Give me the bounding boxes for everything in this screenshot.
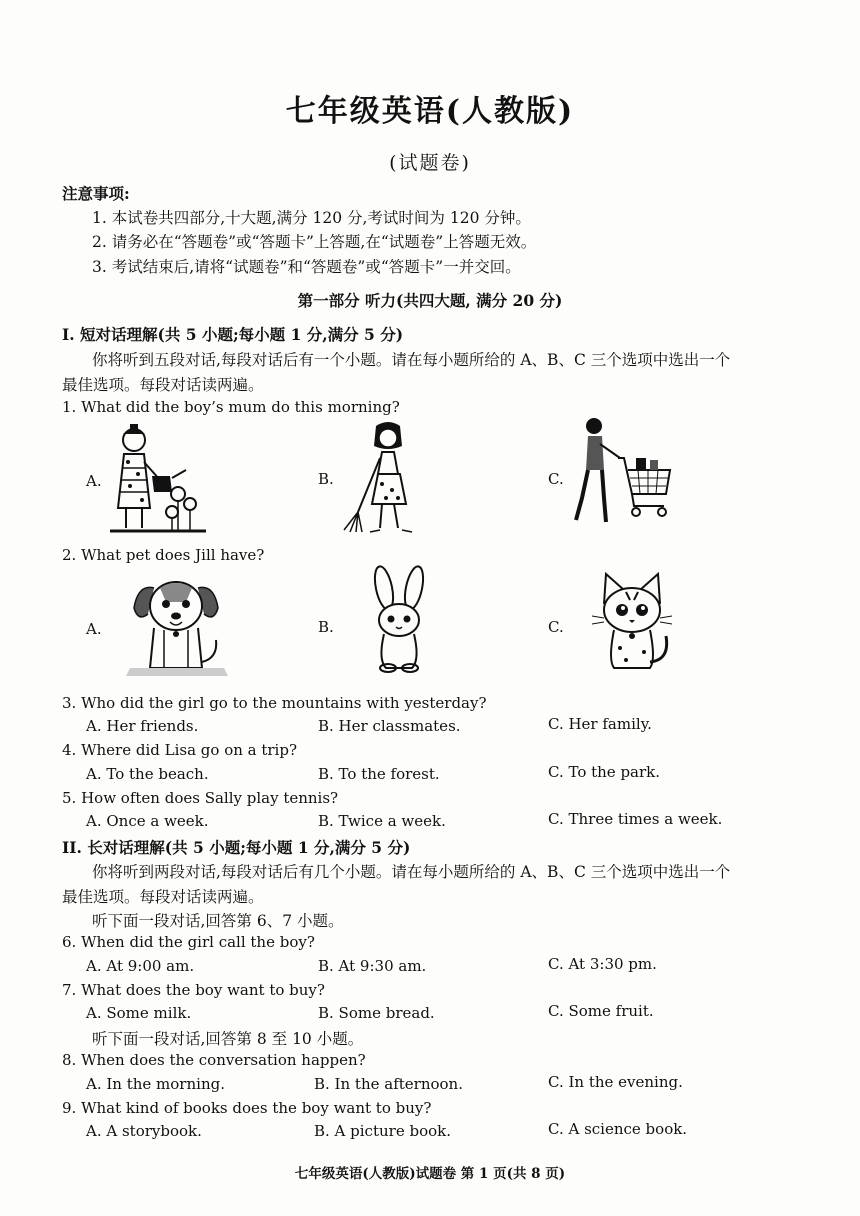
rabbit-icon: [360, 564, 438, 676]
kitten-icon: [590, 568, 674, 674]
question-2-option-b: B.: [318, 618, 334, 636]
section2-note-2: 听下面一段对话,回答第 8 至 10 小题。: [92, 1030, 364, 1048]
woman-sweeping-icon: [340, 418, 430, 538]
question-1-option-b: B.: [318, 470, 334, 488]
section1-instruction-line1: 你将听到五段对话,每段对话后有一个小题。请在每小题所给的 A、B、C 三个选项中选出一个: [92, 351, 731, 369]
section2-note-1: 听下面一段对话,回答第 6、7 小题。: [92, 912, 344, 930]
page-subtitle: (试题卷): [389, 152, 471, 174]
notice-item-3: 3. 考试结束后,请将“试题卷”和“答题卷”或“答题卡”一并交回。: [92, 258, 521, 276]
page-footer: 七年级英语(人教版)试题卷 第 1 页(共 8 页): [294, 1166, 566, 1182]
question-6-option-c: C. At 3:30 pm.: [548, 955, 657, 973]
question-5-stem: 5. How often does Sally play tennis?: [62, 789, 339, 807]
question-4-option-c: C. To the park.: [548, 763, 661, 781]
question-2-option-a: A.: [86, 620, 102, 638]
question-6-option-b: B. At 9:30 am.: [318, 957, 427, 975]
section2-instruction-line1: 你将听到两段对话,每段对话后有几个小题。请在每小题所给的 A、B、C 三个选项中选出一个: [92, 863, 731, 881]
puppy-icon: [124, 568, 230, 682]
notice-item-2: 2. 请务必在“答题卷”或“答题卡”上答题,在“试题卷”上答题无效。: [92, 233, 537, 251]
question-3-option-b: B. Her classmates.: [318, 717, 461, 735]
question-4-stem: 4. Where did Lisa go on a trip?: [62, 741, 297, 759]
question-4-option-b: B. To the forest.: [318, 765, 440, 783]
question-9-stem: 9. What kind of books does the boy want to buy?: [62, 1099, 432, 1117]
question-7-option-b: B. Some bread.: [318, 1004, 435, 1022]
question-7-option-c: C. Some fruit.: [548, 1002, 654, 1020]
question-1-option-c: C.: [548, 470, 564, 488]
question-8-option-b: B. In the afternoon.: [314, 1075, 463, 1093]
question-2-option-c: C.: [548, 618, 564, 636]
question-2-stem: 2. What pet does Jill have?: [62, 546, 265, 564]
question-5-option-a: A. Once a week.: [86, 812, 209, 830]
question-9-option-c: C. A science book.: [548, 1120, 688, 1138]
notice-heading: 注意事项:: [62, 184, 130, 203]
woman-watering-flowers-icon: [106, 418, 210, 538]
section1-instruction-line2: 最佳选项。每段对话读两遍。: [62, 376, 264, 394]
section2-heading: II. 长对话理解(共 5 小题;每小题 1 分,满分 5 分): [62, 838, 411, 857]
section1-heading: I. 短对话理解(共 5 小题;每小题 1 分,满分 5 分): [62, 325, 404, 344]
page-title: 七年级英语(人教版): [285, 94, 575, 129]
question-9-option-b: B. A picture book.: [314, 1122, 451, 1140]
question-8-option-c: C. In the evening.: [548, 1073, 683, 1091]
question-6-stem: 6. When did the girl call the boy?: [62, 933, 315, 951]
question-1-stem: 1. What did the boy’s mum do this morning?: [62, 398, 400, 416]
question-3-option-a: A. Her friends.: [86, 717, 199, 735]
question-7-stem: 7. What does the boy want to buy?: [62, 981, 325, 999]
question-7-option-a: A. Some milk.: [86, 1004, 192, 1022]
question-3-option-c: C. Her family.: [548, 715, 652, 733]
question-4-option-a: A. To the beach.: [86, 765, 209, 783]
question-9-option-a: A. A storybook.: [86, 1122, 202, 1140]
question-6-option-a: A. At 9:00 am.: [86, 957, 195, 975]
notice-item-1: 1. 本试卷共四部分,十大题,满分 120 分,考试时间为 120 分钟。: [92, 209, 531, 227]
question-3-stem: 3. Who did the girl go to the mountains with yesterday?: [62, 694, 487, 712]
question-8-stem: 8. When does the conversation happen?: [62, 1051, 366, 1069]
woman-shopping-cart-icon: [572, 414, 672, 534]
question-5-option-c: C. Three times a week.: [548, 810, 723, 828]
section2-instruction-line2: 最佳选项。每段对话读两遍。: [62, 888, 264, 906]
question-8-option-a: A. In the morning.: [86, 1075, 225, 1093]
question-5-option-b: B. Twice a week.: [318, 812, 446, 830]
part1-heading: 第一部分 听力(共四大题, 满分 20 分): [297, 291, 563, 310]
question-1-option-a: A.: [86, 472, 102, 490]
